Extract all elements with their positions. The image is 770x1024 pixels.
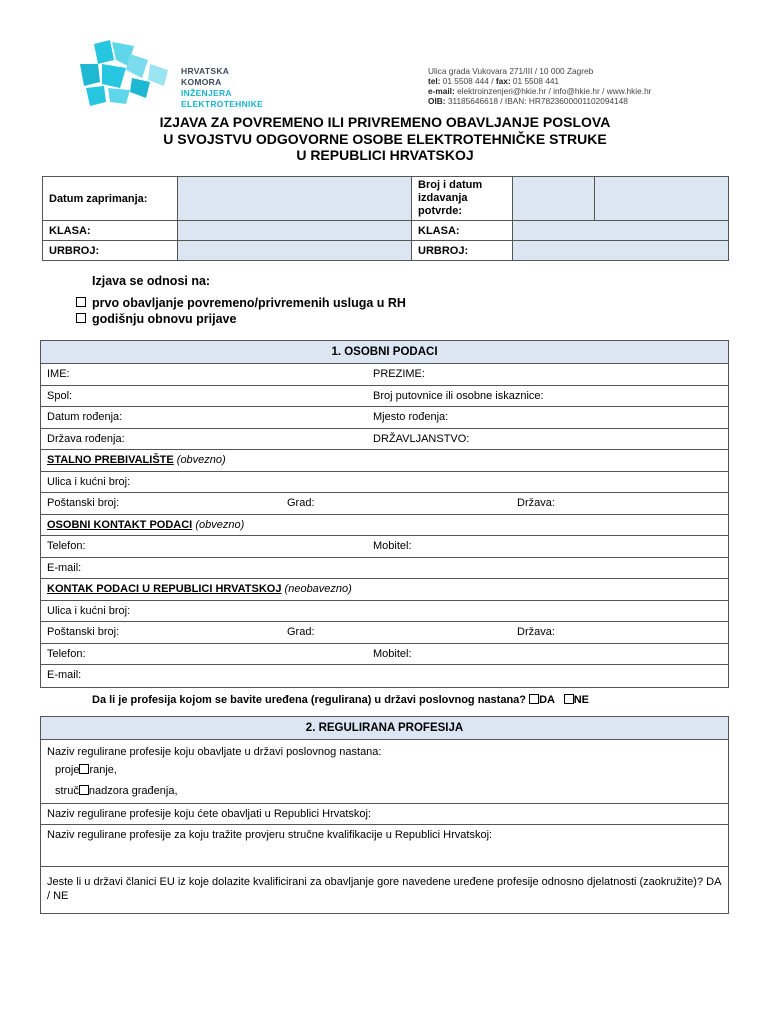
form-row[interactable]	[41, 386, 728, 408]
obvezno-note: (obvezno)	[176, 454, 226, 466]
title-line: U REPUBLICI HRVATSKOJ	[296, 147, 474, 163]
email-label: e-mail:	[428, 86, 455, 96]
urbroj-field-2[interactable]	[513, 241, 729, 261]
naziv-provjera-label: Naziv regulirane profesije za koju tražite provjeru stručne kvalifikacije u Republici Hrvatskoj:	[47, 829, 493, 841]
postanski-label: Poštanski broj:	[47, 626, 120, 638]
profession-option[interactable]	[41, 783, 728, 804]
klasa-label: KLASA:	[43, 221, 178, 241]
drzavljanstvo-label: DRŽAVLJANSTVO:	[373, 432, 470, 445]
option-label: godišnju obnovu prijave	[92, 312, 237, 326]
datum-field[interactable]	[178, 177, 412, 221]
checkbox[interactable]	[76, 313, 86, 323]
mobitel-label: Mobitel:	[373, 647, 412, 660]
putovnica-label: Broj putovnice ili osobne iskaznice:	[373, 389, 544, 402]
ulica-label: Ulica i kućni broj:	[47, 475, 131, 488]
org-name-line: INŽENJERA	[181, 88, 232, 98]
email-label: E-mail:	[47, 561, 82, 574]
prebivaliste-title: STALNO PREBIVALIŠTE	[47, 454, 174, 466]
org-name-line: KOMORA	[181, 77, 222, 87]
form-row[interactable]	[41, 825, 728, 867]
reception-table	[42, 176, 729, 261]
klasa-field[interactable]	[178, 221, 412, 241]
form-row[interactable]	[41, 558, 728, 580]
section-personal-data	[40, 340, 729, 688]
declaration-option[interactable]	[76, 296, 406, 310]
form-row[interactable]	[41, 644, 728, 666]
form-row[interactable]	[41, 867, 728, 913]
ulica-label: Ulica i kućni broj:	[47, 604, 131, 617]
ime-label: IME:	[47, 368, 70, 380]
form-row[interactable]	[41, 601, 728, 623]
opt1-suffix: ranje,	[89, 764, 117, 776]
drzava-rodenja-label: Država rođenja:	[47, 432, 125, 445]
grad-label: Grad:	[287, 626, 315, 638]
org-name	[181, 66, 263, 110]
klasa-label-2: KLASA:	[412, 221, 513, 241]
oib-label: OIB:	[428, 96, 446, 106]
contact-address: Ulica grada Vukovara 271/III / 10 000 Zagreb	[428, 66, 594, 76]
checkbox-ne[interactable]	[564, 694, 574, 704]
form-row[interactable]	[41, 364, 728, 386]
da-label: DA	[539, 694, 555, 706]
tel-label: tel:	[428, 76, 441, 86]
form-row[interactable]	[41, 536, 728, 558]
regulated-question-text: Da li je profesija kojom se bavite uređena (regulirana) u državi poslovnog nastana?	[92, 694, 527, 706]
hkie-logo	[76, 40, 176, 106]
mobitel-label: Mobitel:	[373, 540, 412, 552]
broj-label-line: potvrde:	[418, 205, 462, 217]
grad-label: Grad:	[287, 497, 315, 509]
document-title	[0, 114, 770, 164]
declaration-option[interactable]	[76, 312, 236, 326]
fax-label: fax:	[495, 76, 511, 86]
form-row[interactable]	[41, 804, 728, 825]
spol-label: Spol:	[47, 389, 73, 402]
form-row[interactable]	[41, 740, 728, 762]
datum-potvrde-field[interactable]	[595, 177, 729, 221]
email-value: elektroinzenjeri@hkie.hr / info@hkie.hr / www.hkie.hr	[457, 86, 652, 96]
opt2-prefix: struč	[55, 785, 79, 797]
kontakt-rh-heading	[47, 583, 352, 595]
section-title: 1. OSOBNI PODACI	[41, 341, 728, 364]
drzava-label: Država:	[517, 626, 555, 638]
contact-block	[428, 66, 651, 106]
oib-value: 31185646618 / IBAN: HR7823600001102094148	[447, 96, 628, 106]
title-line: U SVOJSTVU ODGOVORNE OSOBE ELEKTROTEHNIČKE STRUKE	[163, 130, 607, 147]
form-row[interactable]	[41, 407, 728, 429]
mjesto-rodenja-label: Mjesto rođenja:	[373, 411, 449, 423]
datum-rodenja-label: Datum rođenja:	[47, 411, 123, 423]
drzava-label: Država:	[517, 497, 555, 509]
contact-oib	[428, 96, 651, 106]
postanski-label: Poštanski broj:	[47, 497, 120, 509]
naziv-rh-label: Naziv regulirane profesije koju ćete obavljati u Republici Hrvatskoj:	[47, 808, 372, 820]
broj-field[interactable]	[513, 177, 595, 221]
urbroj-label-2: URBROJ:	[412, 241, 513, 261]
profession-option[interactable]	[41, 762, 728, 783]
checkbox[interactable]	[76, 297, 86, 307]
email-label: E-mail:	[47, 669, 82, 681]
form-row[interactable]	[41, 429, 728, 451]
form-row[interactable]	[41, 665, 728, 687]
prezime-label: PREZIME:	[373, 368, 425, 380]
opt1-prefix: proje	[55, 764, 80, 776]
form-row[interactable]	[41, 622, 728, 644]
checkbox[interactable]	[79, 785, 89, 795]
declaration-heading: Izjava se odnosi na:	[92, 274, 211, 288]
fax-value: 01 5508 441	[512, 76, 560, 86]
form-row[interactable]	[41, 493, 728, 515]
section-regulated-profession	[40, 716, 729, 914]
telefon-label: Telefon:	[47, 647, 86, 660]
klasa-field-2[interactable]	[513, 221, 729, 241]
option-label: prvo obavljanje povremeno/privremenih usluga u RH	[92, 296, 406, 310]
naziv-drzava-label: Naziv regulirane profesije koju obavljate u državi poslovnog nastana:	[47, 746, 382, 758]
subsection-heading	[41, 579, 728, 601]
contact-phones: tel: 01 5508 444 / fax: 01 5508 441	[428, 76, 560, 86]
subsection-heading	[41, 450, 728, 472]
section-title: 2. REGULIRANA PROFESIJA	[41, 717, 728, 740]
telefon-label: Telefon:	[47, 540, 86, 552]
regulated-question	[92, 694, 589, 706]
subsection-heading	[41, 515, 728, 537]
kontakt-heading	[47, 519, 244, 531]
org-name-line: ELEKTROTEHNIKE	[181, 99, 264, 109]
kontakt-title: OSOBNI KONTAKT PODACI	[47, 518, 193, 531]
urbroj-label: URBROJ:	[43, 241, 178, 261]
tel-value: 01 5508 444	[442, 76, 489, 86]
broj-label-line: izdavanja	[418, 192, 468, 204]
checkbox[interactable]	[79, 764, 89, 774]
broj-label-line: Broj i datum	[418, 179, 483, 191]
urbroj-field[interactable]	[178, 241, 412, 261]
neobavezno-note: (neobavezno)	[284, 583, 352, 595]
opt2-suffix: nadzora građenja,	[88, 785, 178, 797]
eu-question: Jeste li u državi članici EU iz koje dolazite kvalificirani za obavljanje gore navedene uređene profesije odnosno djelatnosti (zaokružite)? DA / NE	[47, 876, 721, 902]
form-row[interactable]	[41, 472, 728, 494]
datum-label: Datum zaprimanja:	[43, 177, 178, 221]
checkbox-da[interactable]	[529, 694, 539, 704]
org-name-line: HRVATSKA	[181, 66, 230, 76]
broj-label	[412, 177, 513, 221]
obvezno-note: (obvezno)	[195, 518, 245, 531]
ne-label: NE	[573, 694, 590, 706]
prebivaliste-heading	[47, 454, 226, 466]
contact-email	[428, 86, 651, 96]
title-line: IZJAVA ZA POVREMENO ILI PRIVREMENO OBAVLJANJE POSLOVA	[159, 114, 611, 130]
kontakt-rh-title: KONTAK PODACI U REPUBLICI HRVATSKOJ	[47, 583, 282, 595]
